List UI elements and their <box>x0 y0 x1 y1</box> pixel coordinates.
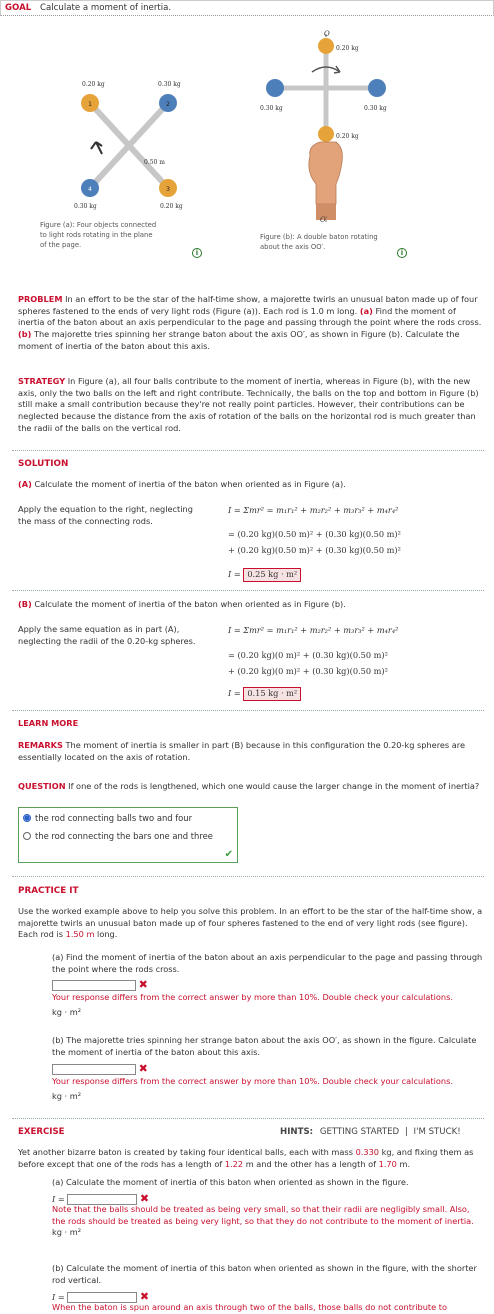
mass-label-right: 0.30 kg <box>364 105 387 112</box>
practice-b-text: (b) The majorette tries spinning her strange baton about the axis OO′, as shown in the figure. Calculate the moment of inertia of the baton about this axis. <box>52 1035 477 1057</box>
problem-b-text: The majorette tries spinning her strange baton about the axis OO′, as shown in Figure (b). Calculate the moment of inertia of the baton about this axis. <box>18 328 460 351</box>
incorrect-icon: ✖ <box>138 978 148 991</box>
mass-label-1: 0.20 kg <box>82 81 105 88</box>
equation-b-1: I = Σmr² = m₁r₁² + m₂r₂² + m₃r₃² + m₄r₄² <box>228 625 399 635</box>
problem-a-text: Find the moment of inertia of the baton about an axis perpendicular to the page and passing through the point where the rods cross. <box>18 305 482 328</box>
equation-b-3: + (0.20 kg)(0 m)² + (0.30 kg)(0.50 m)² <box>228 666 388 676</box>
problem-text: In an effort to be the star of the half-time show, a majorette twirls an unusual baton made up of four spheres fastened to the ends of very light rods (Figure (a)). Each rod is 1.0 m long. <box>18 294 478 316</box>
figure-a-caption: Figure (a): Four objects connected to light rods rotating in the plane of the page. <box>40 221 157 250</box>
problem-section <box>18 294 484 352</box>
hint-divider: | <box>404 1127 408 1137</box>
exercise-b-text: (b) Calculate the moment of inertia of this baton when oriented as shown in the figure, with the shorter rod vertical. <box>52 1263 477 1285</box>
practice-a-unit: kg · m² <box>52 1007 82 1017</box>
incorrect-icon: ✖ <box>139 1192 150 1205</box>
exercise-a-note: Note that the balls should be treated as being very small, so that their radii are negligibly small. Also, the rods should be treated as being very light, so that they do not contribute to the moment of inertia. kg · m² <box>52 1204 474 1238</box>
im-stuck-link[interactable]: I'M STUCK! <box>413 1127 461 1137</box>
check-icon: ✔ <box>224 848 233 860</box>
ball-3-number: 3 <box>166 186 170 193</box>
solution-label: SOLUTION <box>18 459 69 469</box>
strategy-text: In Figure (a), all four balls contribute to the moment of inertia, whereas in Figure (b), with the new axis, only the two balls on the left and right contribute. Technically, the balls on the top and bottom in Figure (b) still make a small contribution because they're not really point particles. However, their contributions can be neglected because the distance from the axis of rotation of the balls on the horizontal rod is much greater than the radii of the balls on the vertical rod. <box>18 376 479 433</box>
solution-a-heading: (A) Calculate the moment of inertia of the baton when oriented as in Figure (a). <box>18 479 346 489</box>
goal-label: GOAL <box>5 3 32 13</box>
equation-b-2: = (0.20 kg)(0 m)² + (0.30 kg)(0.50 m)² <box>228 650 388 660</box>
mass-label-4: 0.30 kg <box>74 203 97 210</box>
result-a: I = 0.25 kg · m² <box>228 568 484 582</box>
equation-a-3: + (0.20 kg)(0.50 m)² + (0.30 kg)(0.50 m)² <box>228 545 401 555</box>
radio-selected[interactable] <box>23 814 31 822</box>
goal-text: Calculate a moment of inertia. <box>40 3 172 13</box>
practice-b-unit: kg · m² <box>52 1091 82 1101</box>
strategy-label: STRATEGY <box>18 376 66 386</box>
ball-1-number: 1 <box>88 101 92 108</box>
solution-b-heading: (B) Calculate the moment of inertia of the baton when oriented as in Figure (b). <box>18 599 346 609</box>
result-b-value: 0.15 kg · m² <box>243 687 301 701</box>
question-options <box>18 807 238 863</box>
practice-b-input[interactable] <box>52 1064 136 1075</box>
practice-b-answer-row <box>52 1061 484 1077</box>
strategy-section <box>18 376 484 434</box>
practice-intro: Use the worked example above to help you solve this problem. In an effort to be the star of the half-time show, a majorette twirls an unusual baton made up of four spheres fastened to the end of very light rods (see figure). Each rod is 1.50 m long. <box>18 906 483 940</box>
problem-a-label: (a) <box>359 305 373 316</box>
figure-b-caption: Figure (b): A double baton rotating about the axis OO′. <box>260 233 378 252</box>
axis-label-bottom: O′ <box>320 216 328 224</box>
learn-more-label: LEARN MORE <box>18 718 79 728</box>
figure-b <box>240 24 410 234</box>
incorrect-icon: ✖ <box>139 1290 150 1303</box>
hints-label: HINTS: <box>280 1127 314 1137</box>
practice-b-error: Your response differs from the correct answer by more than 10%. Double check your calculations. <box>52 1076 453 1086</box>
incorrect-icon: ✖ <box>138 1062 148 1075</box>
exercise-a-answer-row: I = ✖ <box>52 1192 150 1205</box>
exercise-b-note: When the baton is spun around an axis through two of the balls, those balls do not contribute to <box>52 1302 448 1312</box>
axis-label-top: O <box>324 30 330 38</box>
figure-a <box>60 70 220 220</box>
result-a-value: 0.25 kg · m² <box>243 568 301 582</box>
mass-label-3: 0.20 kg <box>160 203 183 210</box>
getting-started-link[interactable]: GETTING STARTED <box>319 1127 400 1137</box>
mass-label-top: 0.20 kg <box>336 45 359 52</box>
exercise-header <box>18 1126 484 1138</box>
exercise-a-text: (a) Calculate the moment of inertia of this baton when oriented as shown in the figure. <box>52 1177 409 1187</box>
equation-a-2: = (0.20 kg)(0.50 m)² + (0.30 kg)(0.50 m)² <box>228 529 401 539</box>
solution-b-explain: Apply the same equation as in part (A), neglecting the radii of the 0.20-kg spheres. <box>18 624 196 646</box>
problem-label: PROBLEM <box>18 294 63 304</box>
practice-a-answer-row <box>52 977 484 993</box>
rod-length-label: 0.50 m <box>144 159 165 166</box>
ball-4-number: 4 <box>88 186 92 193</box>
exercise-b-answer-row: I = ✖ <box>52 1290 150 1303</box>
practice-label: PRACTICE IT <box>18 886 79 896</box>
goal-bar <box>0 0 494 16</box>
info-icon[interactable]: i <box>192 248 202 258</box>
mass-label-left: 0.30 kg <box>260 105 283 112</box>
rod-length-2-value: 1.70 <box>378 1158 397 1169</box>
exercise-intro: Yet another bizarre baton is created by taking four identical balls, each with mass 0.330 kg, and fixing them as before except that one of the rods has a length of 1.22 m and the other has a length of 1.70 m. <box>18 1147 474 1169</box>
rod-length-1-value: 1.22 <box>224 1158 244 1169</box>
info-icon[interactable]: i <box>397 248 407 258</box>
practice-a-input[interactable] <box>52 980 136 991</box>
radio-unselected[interactable] <box>23 832 31 840</box>
mass-value: 0.330 <box>355 1147 380 1157</box>
option-bars-one-three[interactable]: the rod connecting the bars one and three <box>23 831 213 842</box>
solution-a-explain: Apply the equation to the right, neglecting the mass of the connecting rods. <box>18 504 193 526</box>
practice-a-text: (a) Find the moment of inertia of the baton about an axis perpendicular to the page and passing through the point where the rods cross. <box>52 952 483 974</box>
option-balls-two-four[interactable]: the rod connecting balls two and four <box>23 813 192 824</box>
exercise-label: EXERCISE <box>18 1127 65 1137</box>
ball-2-number: 2 <box>166 101 170 108</box>
rod-length-value: 1.50 m <box>65 929 95 940</box>
problem-b-label: (b) <box>18 328 32 339</box>
equation-a-1: I = Σmr² = m₁r₁² + m₂r₂² + m₃r₃² + m₄r₄² <box>228 505 399 515</box>
practice-a-error: Your response differs from the correct answer by more than 10%. Double check your calculations. <box>52 992 453 1002</box>
mass-label-bottom: 0.20 kg <box>336 133 359 140</box>
result-b: I = 0.15 kg · m² <box>228 687 484 701</box>
remarks: REMARKS The moment of inertia is smaller in part (B) because in this configuration the 0.20-kg spheres are essentially located on the axis of rotation. <box>18 740 466 762</box>
mass-label-2: 0.30 kg <box>158 81 181 88</box>
question: QUESTION If one of the rods is lengthened, which one would cause the larger change in the moment of inertia? <box>18 781 480 791</box>
